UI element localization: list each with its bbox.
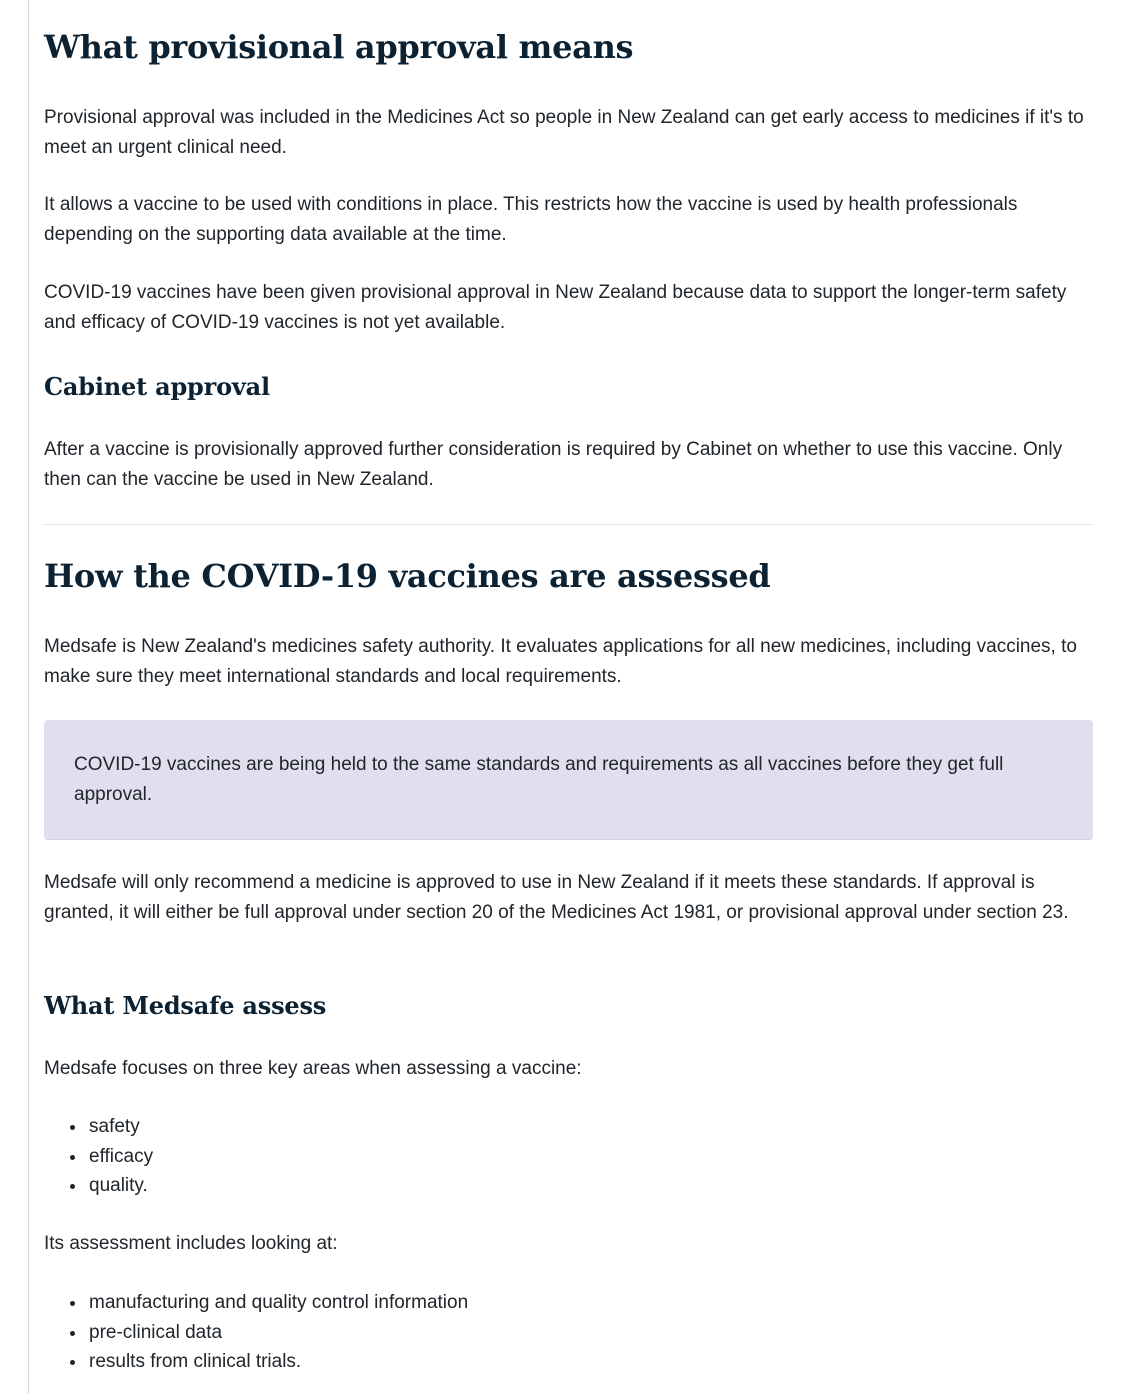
assessed-paragraph-1: Medsafe is New Zealand's medicines safety authority. It evaluates applications for all new medicines, including vaccines, to make sure they meet international standards and local requirements. (44, 636, 1077, 687)
provisional-paragraph-1: Provisional approval was included in the Medicines Act so people in New Zealand can get early access to medicines if it's to meet an urgent clinical need. (44, 107, 1084, 158)
list-item: pre-clinical data (44, 1318, 1093, 1348)
assessment-includes-list (44, 1288, 1093, 1377)
medsafe-intro-paragraph: Medsafe focuses on three key areas when assessing a vaccine: (44, 1058, 582, 1079)
list-item: results from clinical trials. (44, 1347, 1093, 1377)
callout-text: COVID-19 vaccines are being held to the same standards and requirements as all vaccines before they get full approval. (74, 754, 1004, 805)
left-border (28, 0, 29, 1394)
list-item: efficacy (44, 1142, 1093, 1172)
callout-box (44, 720, 1093, 839)
provisional-paragraph-3: COVID-19 vaccines have been given provisional approval in New Zealand because data to support the longer-term safety and efficacy of COVID-19 vaccines is not yet available. (44, 282, 1067, 333)
provisional-paragraph-2: It allows a vaccine to be used with conditions in place. This restricts how the vaccine is used by health professionals depending on the supporting data available at the time. (44, 194, 1018, 245)
section-divider (44, 524, 1093, 525)
heading-provisional-approval: What provisional approval means (44, 28, 634, 66)
assessment-includes-intro: Its assessment includes looking at: (44, 1233, 338, 1254)
assessed-paragraph-2: Medsafe will only recommend a medicine is approved to use in New Zealand if it meets these standards. If approval is granted, it will either be full approval under section 20 of the Medicines Act 1981, or provisional approval under section 23. (44, 872, 1069, 923)
cabinet-paragraph: After a vaccine is provisionally approved further consideration is required by Cabinet on whether to use this vaccine. Only then can the vaccine be used in New Zealand. (44, 439, 1063, 490)
key-areas-list (44, 1112, 1093, 1201)
heading-cabinet-approval: Cabinet approval (44, 372, 270, 401)
list-item: safety (44, 1112, 1093, 1142)
heading-vaccines-assessed: How the COVID-19 vaccines are assessed (44, 557, 771, 595)
list-item: manufacturing and quality control information (44, 1288, 1093, 1318)
heading-what-medsafe-assess: What Medsafe assess (44, 991, 327, 1020)
list-item: quality. (44, 1171, 1093, 1201)
